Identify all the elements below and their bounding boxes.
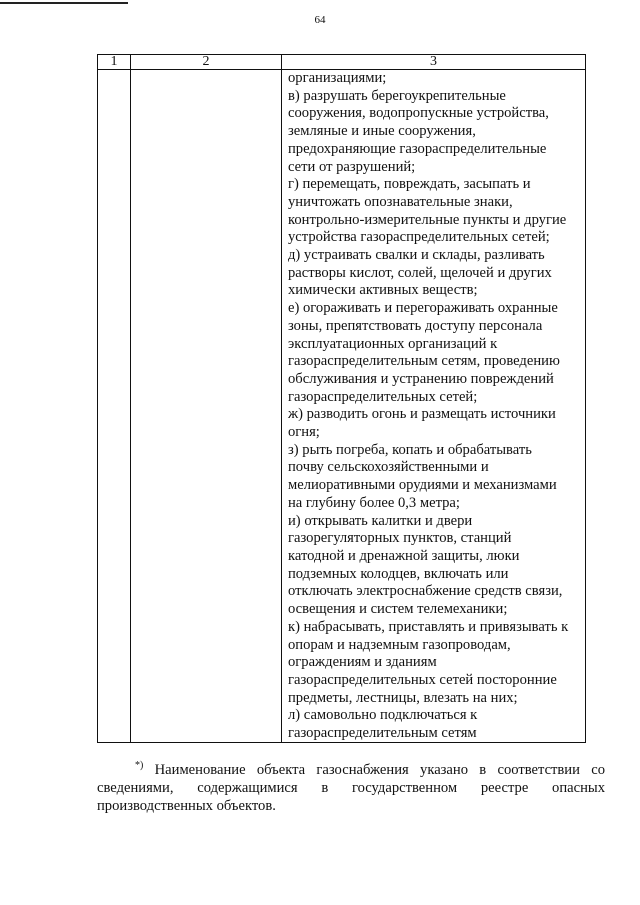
footnote-text-1: Наименование объекта газоснабжения указано в соответствии со bbox=[154, 762, 605, 778]
list-line: д) устраивать свалки и склады, разливать bbox=[288, 247, 545, 264]
list-line: обслуживания и устранению повреждений bbox=[288, 370, 554, 387]
list-line: отключать электроснабжение средств связи, bbox=[288, 583, 563, 600]
list-line: опорам и надземным газопроводам, bbox=[288, 636, 511, 653]
requirements-table bbox=[97, 54, 586, 743]
list-line: газорегуляторных пунктов, станций bbox=[288, 530, 512, 547]
list-line: устройства газораспределительных сетей; bbox=[288, 229, 550, 246]
list-line: предохраняющие газораспределительные bbox=[288, 140, 547, 157]
list-line: освещения и систем телемеханики; bbox=[288, 601, 508, 618]
footnote-line-2: сведениями, содержащимися в государственном реестре опасных bbox=[97, 780, 605, 796]
table-cell-col2 bbox=[131, 70, 282, 743]
column-header-3: 3 bbox=[282, 55, 586, 70]
table-header-row bbox=[98, 55, 586, 70]
list-line: химически активных веществ; bbox=[288, 282, 478, 299]
list-line: растворы кислот, солей, щелочей и других bbox=[288, 264, 552, 281]
footnote bbox=[97, 757, 605, 815]
list-line: сети от разрушений; bbox=[288, 158, 416, 175]
list-line: на глубину более 0,3 метра; bbox=[288, 494, 460, 511]
list-line: газораспределительным сетям bbox=[288, 725, 477, 742]
footnote-line-3: производственных объектов. bbox=[97, 798, 276, 814]
table-cell-col3 bbox=[282, 70, 586, 743]
list-line: газораспределительных сетей; bbox=[288, 388, 478, 405]
list-line: уничтожать опознавательные знаки, bbox=[288, 193, 513, 210]
list-line: ограждениям и зданиям bbox=[288, 654, 437, 671]
list-line: в) разрушать берегоукрепительные bbox=[288, 87, 506, 104]
prohibitions-list bbox=[282, 70, 585, 742]
scan-corner-mark bbox=[0, 2, 128, 4]
list-line: газораспределительных сетей посторонние bbox=[288, 671, 557, 688]
list-line: ж) разводить огонь и размещать источники bbox=[288, 406, 556, 423]
table-cell-col1 bbox=[98, 70, 131, 743]
footnote-line-1 bbox=[97, 757, 605, 779]
page-number: 64 bbox=[314, 14, 326, 26]
list-line: газораспределительным сетям, проведению bbox=[288, 353, 560, 370]
list-line: организациями; bbox=[288, 70, 387, 86]
list-line: мелиоративными орудиями и механизмами bbox=[288, 477, 557, 494]
table-row bbox=[98, 70, 586, 743]
list-line: г) перемещать, повреждать, засыпать и bbox=[288, 176, 531, 193]
list-line: к) набрасывать, приставлять и привязывать к bbox=[288, 618, 569, 635]
list-line: предметы, лестницы, влезать на них; bbox=[288, 689, 518, 706]
list-line: сооружения, водопропускные устройства, bbox=[288, 105, 549, 122]
list-line: земляные и иные сооружения, bbox=[288, 123, 476, 140]
list-line: огня; bbox=[288, 424, 320, 441]
list-line: подземных колодцев, включать или bbox=[288, 565, 509, 582]
list-line: почву сельскохозяйственными и bbox=[288, 459, 489, 476]
list-line: и) открывать калитки и двери bbox=[288, 512, 473, 529]
list-line: з) рыть погреба, копать и обрабатывать bbox=[288, 441, 532, 458]
footnote-marker: *) bbox=[135, 760, 144, 771]
list-line: е) огораживать и перегораживать охранные bbox=[288, 300, 558, 317]
list-line: эксплуатационных организаций к bbox=[288, 335, 498, 352]
list-line: контрольно-измерительные пункты и другие bbox=[288, 211, 567, 228]
column-header-2: 2 bbox=[131, 55, 282, 70]
column-header-1: 1 bbox=[98, 55, 131, 70]
list-line: катодной и дренажной защиты, люки bbox=[288, 547, 520, 564]
list-line: л) самовольно подключаться к bbox=[288, 707, 478, 724]
list-line: зоны, препятствовать доступу персонала bbox=[288, 317, 543, 334]
